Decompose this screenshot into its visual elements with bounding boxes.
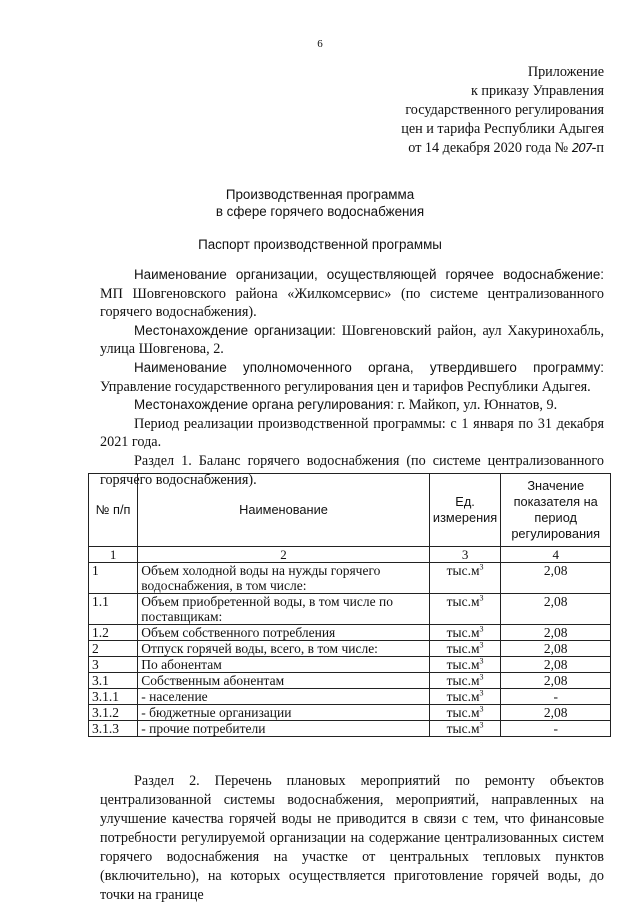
row-value: 2,08 xyxy=(501,641,611,657)
table-row xyxy=(89,563,611,594)
row-number: 1.1 xyxy=(89,594,138,625)
water-balance-table xyxy=(88,473,611,737)
table-row xyxy=(89,705,611,721)
row-number: 1.2 xyxy=(89,625,138,641)
reg-location-label: Местонахождение органа регулирования: xyxy=(134,397,394,413)
row-name: - население xyxy=(138,689,430,705)
reg-location-value: г. Майкоп, ул. Юннатов, 9. xyxy=(393,397,558,414)
location-paragraph xyxy=(100,322,604,359)
unit-text: тыс.м xyxy=(446,705,480,720)
appendix-line-3: государственного регулирования xyxy=(405,102,604,118)
row-name: Объем собственного потребления xyxy=(138,625,430,641)
row-value: 2,08 xyxy=(501,657,611,673)
appendix-line-1: Приложение xyxy=(527,64,604,80)
unit-superscript: 3 xyxy=(479,720,484,730)
row-unit xyxy=(429,689,501,705)
program-title xyxy=(0,186,640,220)
page-number: 6 xyxy=(317,38,323,50)
row-number: 3.1.1 xyxy=(89,689,138,705)
column-number-row xyxy=(89,547,611,563)
col-number: 1 xyxy=(89,547,138,563)
table-row xyxy=(89,673,611,689)
table-row xyxy=(89,689,611,705)
row-value: 2,08 xyxy=(501,673,611,689)
row-value: 2,08 xyxy=(501,705,611,721)
row-name: Объем приобретенной воды, в том числе по поставщикам: xyxy=(138,594,430,625)
row-number: 3 xyxy=(89,657,138,673)
row-unit xyxy=(429,705,501,721)
unit-text: тыс.м xyxy=(446,625,480,640)
org-label: Наименование организации, осуществляющей горячее водоснабжение: xyxy=(134,267,604,282)
order-number-suffix: -п xyxy=(591,140,604,156)
unit-text: тыс.м xyxy=(446,641,480,656)
program-title-line-1: Производственная программа xyxy=(225,187,415,202)
section1-heading: Раздел 1. Баланс горячего водоснабжения (по системе централизованного горячего водоснабжения). xyxy=(100,452,604,488)
table-row xyxy=(89,657,611,673)
row-name: Собственным абонентам xyxy=(138,673,430,689)
header-name: Наименование xyxy=(138,474,430,547)
unit-superscript: 3 xyxy=(479,640,484,650)
table-row xyxy=(89,625,611,641)
order-date-prefix: от 14 декабря 2020 года № xyxy=(408,140,569,156)
unit-text: тыс.м xyxy=(446,673,480,688)
row-value: - xyxy=(501,721,611,737)
unit-text: тыс.м xyxy=(446,657,480,672)
unit-superscript: 3 xyxy=(479,688,484,698)
row-unit xyxy=(429,625,501,641)
row-name: Отпуск горячей воды, всего, в том числе: xyxy=(138,641,430,657)
header-unit: Ед. измерения xyxy=(429,474,501,547)
authority-paragraph xyxy=(100,359,604,396)
row-number: 3.1.3 xyxy=(89,721,138,737)
appendix-line-5 xyxy=(401,139,604,158)
unit-text: тыс.м xyxy=(446,594,480,609)
section2-paragraph xyxy=(100,772,604,905)
unit-superscript: 3 xyxy=(479,562,484,572)
program-title-line-2: в сфере горячего водоснабжения xyxy=(215,204,425,219)
unit-superscript: 3 xyxy=(479,624,484,634)
unit-superscript: 3 xyxy=(479,672,484,682)
row-value: - xyxy=(501,689,611,705)
row-unit xyxy=(429,594,501,625)
authority-value: Управление государственного регулирования цен и тарифов Республики Адыгея. xyxy=(100,378,591,395)
table-body xyxy=(89,563,611,737)
unit-superscript: 3 xyxy=(479,656,484,666)
row-number: 3.1 xyxy=(89,673,138,689)
row-unit xyxy=(429,641,501,657)
appendix-line-2: к приказу Управления xyxy=(470,83,604,99)
col-number: 4 xyxy=(501,547,611,563)
unit-text: тыс.м xyxy=(446,721,480,736)
period-paragraph: Период реализации производственной программы: с 1 января по 31 декабря 2021 года. xyxy=(100,415,604,451)
table-row xyxy=(89,594,611,625)
row-name: Объем холодной воды на нужды горячего водоснабжения, в том числе: xyxy=(138,563,430,594)
location-label: Местонахождение организации: xyxy=(134,322,336,338)
row-number: 3.1.2 xyxy=(89,705,138,721)
table-header-row xyxy=(89,474,611,547)
row-unit xyxy=(429,673,501,689)
unit-superscript: 3 xyxy=(479,704,484,714)
passport-title: Паспорт производственной программы xyxy=(198,237,442,252)
row-value: 2,08 xyxy=(501,594,611,625)
row-unit xyxy=(429,563,501,594)
row-number: 2 xyxy=(89,641,138,657)
table-row xyxy=(89,721,611,737)
reg-location-paragraph xyxy=(100,396,604,415)
unit-text: тыс.м xyxy=(446,689,480,704)
authority-label: Наименование уполномоченного органа, утвердившего программу: xyxy=(134,359,604,375)
header-value: Значение показателя на период регулирования xyxy=(501,474,611,547)
col-number: 3 xyxy=(429,547,501,563)
row-value: 2,08 xyxy=(501,563,611,594)
location-value: Шовгеновский район, аул Хакуринохабль, улица Шовгенова, 2. xyxy=(100,322,604,358)
table-row xyxy=(89,641,611,657)
org-paragraph xyxy=(100,266,604,322)
unit-text: тыс.м xyxy=(446,563,480,578)
appendix-line-4: цен и тарифа Республики Адыгея xyxy=(401,121,604,137)
section2-text: Раздел 2. Перечень плановых мероприятий по ремонту объектов централизованной системы водоснабжения, мероприятий, направленных на улучшение качества горячей воды не приводится в связи с тем, что финансовые потребности регулируемой организации на содержание централизованных систем горячего водоснабжения на участке от центральных тепловых пунктов (включительно), на которых осуществляется приготовление горячей воды, до точки на границе xyxy=(100,773,604,903)
unit-superscript: 3 xyxy=(479,593,484,603)
row-unit xyxy=(429,721,501,737)
row-name: - бюджетные организации xyxy=(138,705,430,721)
order-number-handwritten: 207 xyxy=(571,141,592,155)
org-value: МП Шовгеновского района «Жилкомсервис» (по системе централизованного горячего водоснабжения). xyxy=(100,285,604,321)
header-num: № п/п xyxy=(89,474,138,547)
row-value: 2,08 xyxy=(501,625,611,641)
col-number: 2 xyxy=(138,547,430,563)
passport-body xyxy=(100,266,604,489)
row-name: - прочие потребители xyxy=(138,721,430,737)
row-name: По абонентам xyxy=(138,657,430,673)
appendix-header xyxy=(401,63,604,158)
row-unit xyxy=(429,657,501,673)
row-number: 1 xyxy=(89,563,138,594)
